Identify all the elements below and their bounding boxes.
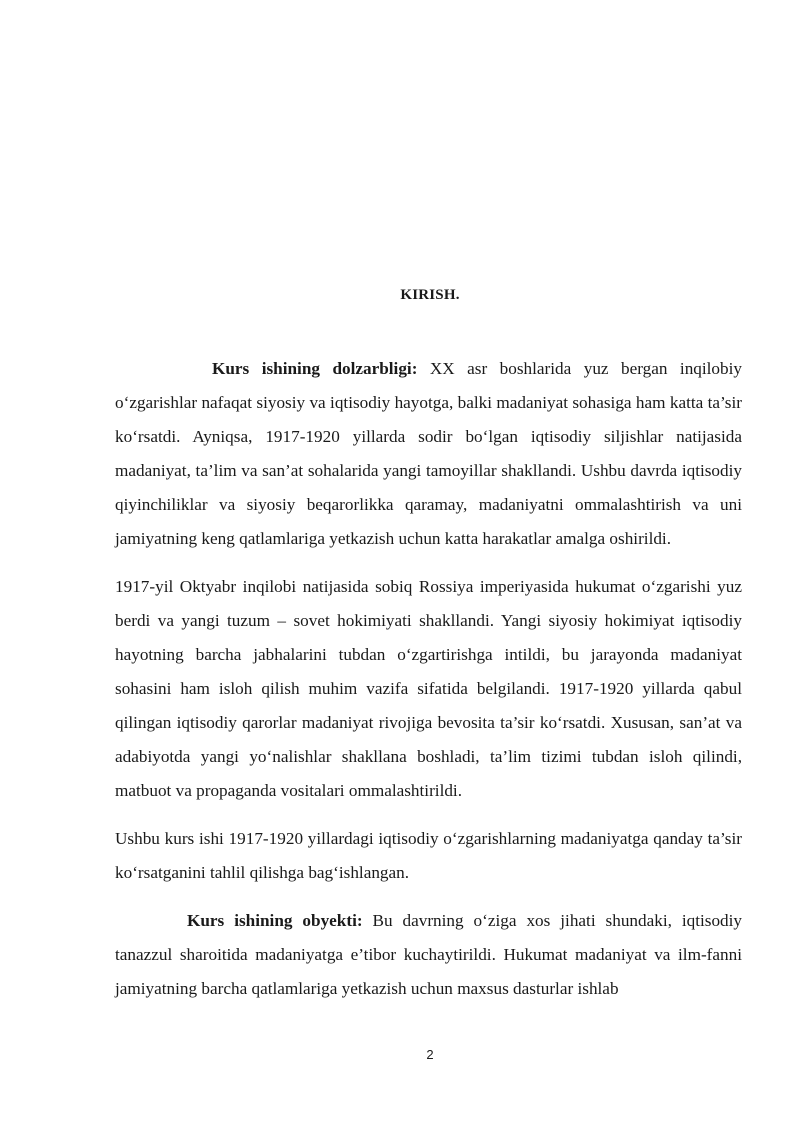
- paragraph-purpose: [115, 822, 742, 890]
- object-lead: Kurs ishining obyekti:: [187, 911, 363, 930]
- section-heading: KIRISH.: [400, 287, 460, 303]
- paragraph-relevance: [115, 352, 742, 556]
- object-text: Bu davrning o‘ziga xos jihati shundaki, iqtisodiy tanazzul sharoitida madaniyatga e’tibor kuchaytirildi. Hukumat madaniyat va ilm-fanni jamiyatning barcha qatlamlariga yetkazish uchun maxsus dasturlar ishlab: [115, 911, 742, 998]
- relevance-text: XX asr boshlarida yuz bergan inqilobiy o‘zgarishlar nafaqat siyosiy va iqtisodiy hayotga, balki madaniyat sohasiga ham katta ta’sir ko‘rsatdi. Ayniqsa, 1917-1920 yillarda sodir bo‘lgan iqtisodiy siljishlar natijasida madaniyat, ta’lim va san’at sohalarida yangi tamoyillar shakllandi. Ushbu davrda iqtisodiy qiyinchiliklar va siyosiy beqarorlikka qaramay, madaniyatni ommalashtirish va uni jamiyatning keng qatlamlariga yetkazish uchun katta harakatlar amalga oshirildi.: [115, 359, 742, 548]
- paragraph-object: [115, 904, 742, 1006]
- revolution-text: 1917-yil Oktyabr inqilobi natijasida sobiq Rossiya imperiyasida hukumat o‘zgarishi yuz berdi va yangi tuzum – sovet hokimiyati shakllandi. Yangi siyosiy hokimiyat iqtisodiy hayotning barcha jabhalarini tubdan o‘zgartirishga intildi, bu jarayonda madaniyat sohasini ham isloh qilish muhim vazifa sifatida belgilandi. 1917-1920 yillarda qabul qilingan iqtisodiy qarorlar madaniyat rivojiga bevosita ta’sir ko‘rsatdi. Xususan, san’at va adabiyotda yangi yo‘nalishlar shakllana boshladi, ta’lim tizimi tubdan isloh qilindi, matbuot va propaganda vositalari ommalashtirildi.: [115, 577, 742, 800]
- relevance-lead: Kurs ishining dolzarbligi:: [212, 359, 418, 378]
- purpose-text: Ushbu kurs ishi 1917-1920 yillardagi iqtisodiy o‘zgarishlarning madaniyatga qanday ta’sir ko‘rsatganini tahlil qilishga bag‘ishlangan.: [115, 829, 742, 882]
- page-number: 2: [426, 1047, 434, 1062]
- paragraph-revolution: [115, 570, 742, 808]
- body-text: [115, 352, 742, 1006]
